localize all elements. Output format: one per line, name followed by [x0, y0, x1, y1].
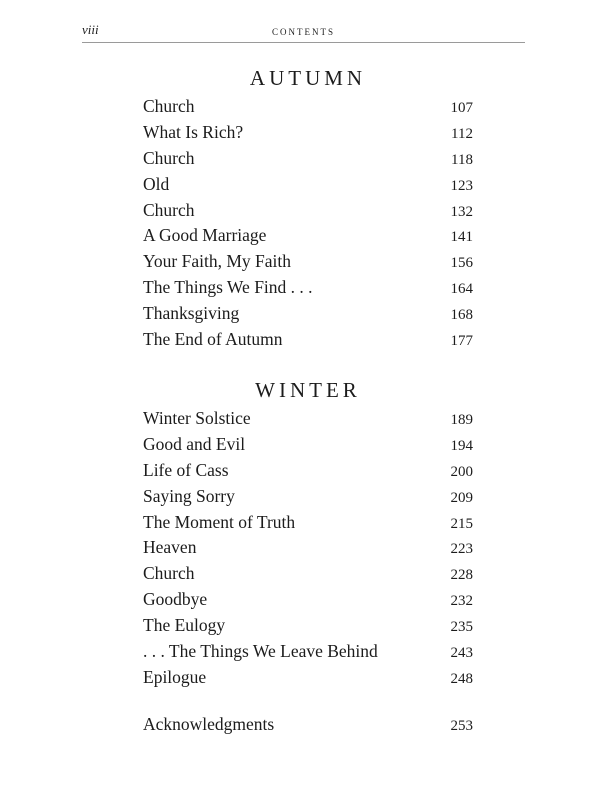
- entry-title: Goodbye: [143, 589, 208, 610]
- entry-page: 132: [450, 203, 473, 220]
- toc-entry[interactable]: [143, 148, 473, 174]
- toc-entry[interactable]: [143, 200, 473, 226]
- entry-page: 177: [450, 333, 473, 350]
- toc-entry[interactable]: [143, 615, 473, 641]
- entry-page: 123: [450, 177, 473, 194]
- toc-entry[interactable]: [143, 589, 473, 615]
- entry-title: Church: [143, 199, 195, 220]
- entry-page: 228: [450, 567, 473, 584]
- entry-page: 235: [450, 619, 473, 636]
- entry-title: Thanksgiving: [143, 303, 240, 324]
- entry-title: Epilogue: [143, 666, 207, 687]
- toc-entry[interactable]: [143, 486, 473, 512]
- running-head-title: contents: [272, 23, 335, 38]
- toc-entry[interactable]: [143, 329, 473, 355]
- entry-title: Church: [143, 563, 195, 584]
- back-matter-entries: [143, 714, 473, 740]
- entry-page: 189: [450, 412, 473, 428]
- entry-title: The End of Autumn: [143, 329, 283, 350]
- toc-entry[interactable]: [143, 96, 473, 122]
- toc-entry[interactable]: [143, 122, 473, 148]
- entry-page: 248: [450, 670, 473, 687]
- entry-title: Saying Sorry: [143, 485, 235, 506]
- toc-entry[interactable]: [143, 537, 473, 563]
- page-number: viii: [82, 22, 99, 37]
- entry-title: The Eulogy: [143, 615, 226, 636]
- entry-page: 223: [450, 541, 473, 558]
- toc-entry[interactable]: [143, 667, 473, 693]
- entry-page: 164: [450, 281, 473, 298]
- entry-page: 107: [450, 100, 473, 116]
- autumn-entries: [143, 96, 473, 355]
- entry-title: Acknowledgments: [143, 714, 275, 734]
- toc-entry[interactable]: [143, 434, 473, 460]
- entry-title: . . . The Things We Leave Behind: [143, 641, 378, 662]
- toc-entry[interactable]: [143, 563, 473, 589]
- entry-title: The Things We Find . . .: [143, 277, 313, 298]
- entry-title: The Moment of Truth: [143, 511, 296, 532]
- winter-entries: [143, 408, 473, 693]
- entry-page: 200: [450, 463, 473, 480]
- toc-entry[interactable]: [143, 174, 473, 200]
- section-title-autumn: AUTUMN: [249, 66, 367, 90]
- entry-title: Life of Cass: [143, 459, 229, 480]
- toc-entry[interactable]: [143, 251, 473, 277]
- toc-entry[interactable]: [143, 225, 473, 251]
- toc-entry[interactable]: [143, 641, 473, 667]
- toc-entry[interactable]: [143, 303, 473, 329]
- entry-page: 194: [450, 437, 473, 454]
- entry-page: 118: [451, 151, 473, 168]
- entry-page: 141: [450, 229, 473, 246]
- running-head: [82, 20, 525, 43]
- entry-title: What Is Rich?: [143, 121, 244, 142]
- entry-page: 112: [451, 125, 473, 142]
- toc-entry[interactable]: [143, 408, 473, 434]
- entry-page: 209: [450, 489, 473, 506]
- entry-page: 232: [450, 593, 473, 610]
- section-title-winter: WINTER: [255, 378, 361, 402]
- entry-title: Heaven: [143, 537, 197, 558]
- toc-entry[interactable]: [143, 277, 473, 303]
- entry-page: 156: [450, 255, 473, 272]
- toc-entry-acknowledgments[interactable]: [143, 714, 473, 740]
- entry-title: Good and Evil: [143, 433, 246, 454]
- entry-page: 253: [450, 718, 473, 734]
- entry-title: Church: [143, 96, 195, 116]
- entry-title: Church: [143, 147, 195, 168]
- entry-page: 215: [450, 515, 473, 532]
- toc-entry[interactable]: [143, 460, 473, 486]
- entry-title: Old: [143, 173, 170, 194]
- entry-page: 168: [450, 307, 473, 324]
- entry-title: A Good Marriage: [143, 225, 267, 246]
- toc-entry[interactable]: [143, 512, 473, 538]
- entry-page: 243: [450, 645, 473, 662]
- entry-title: Winter Solstice: [143, 408, 251, 428]
- entry-title: Your Faith, My Faith: [143, 251, 291, 272]
